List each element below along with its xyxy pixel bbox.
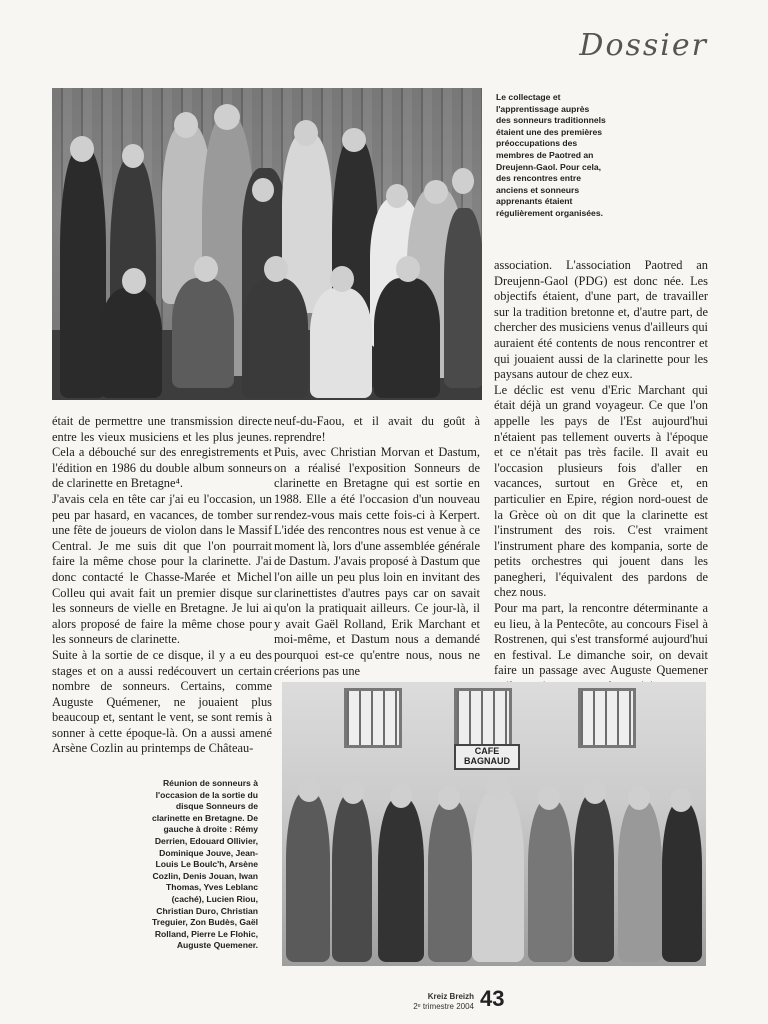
window (344, 688, 402, 748)
text-column-1 (52, 414, 272, 757)
section-title: Dossier (579, 28, 708, 63)
photo-caption-bottom: Réunion de sonneurs à l'occasion de la sortie du disque Sonneurs de clarinette en Bretagne. De gauche à droite : Rémy Derrien, Edouard Ollivier, Dominique Jouve, Jean-Louis Le Boulc'h, Arsène Cozlin, Denis Jouan, Iwan Thomas, Yves Leblanc (caché), Lucien Riou, Christian Duro, Christian Treguier, Zon Budès, Gaël Rolland, Pierre Le Flohic, Auguste Quemener. (151, 778, 258, 951)
footer-magazine (394, 992, 474, 1012)
paragraph: Puis, avec Christian Morvan et Dastum, on a réalisé l'exposition Sonneurs de clarinette en Bretagne qui est sortie en 1988. Elle a été l'occasion d'un nouveau rendez-vous mais cette fois-ci à Kerpert. L'idée des rencontres nous est venue à ce moment là, lors d'une assemblée générale de Dastum. J'avais proposé à Dastum que l'on aille un peu plus loin en invitant des clarinettistes d'autres pays car on savait qu'on la pratiquait ailleurs. Ce jour-là, il y avait Gaël Rolland, Erik Marchant et moi-même, et Dastum nous a demandé pourquoi est-ce qu'entre nous, nous ne créerions pas une (274, 445, 480, 678)
page-number: 43 (480, 986, 505, 1011)
group-photo-top (52, 88, 482, 400)
issue-date: 2ᵉ trimestre 2004 (413, 1002, 474, 1011)
paragraph: neuf-du-Faou, et il avait du goût à reprendre! (274, 414, 480, 444)
group-photo-bottom (282, 682, 706, 966)
photo-caption-top: Le collectage et l'apprentissage auprès des sonneurs traditionnels étaient une des premières préoccupations des membres de Paotred an Dreujenn-Gaol. Pour cela, des rencontres entre anciens et sonneurs apprenants étaient régulièrement organisées. (496, 92, 606, 218)
window (454, 688, 512, 748)
cafe-sign: CAFE BAGNAUD (454, 744, 520, 770)
magazine-name: Kreiz Breizh (427, 992, 474, 1001)
paragraph: Pour ma part, la rencontre déterminante a eu lieu, à la Pentecôte, au concours Fisel à Rostrenen, qui s'est transformé aujourd'hui en festival. Le dimanche soir, on devait faire un passage avec Auguste Quemener (494, 601, 708, 678)
text-column-3 (494, 258, 708, 695)
paragraph: Suite à la sortie de ce disque, il y a eu des stages et on a aussi redécouvert un certain nombre de sonneurs. Certains, comme Auguste Quémener, ne jouaient plus beaucoup et, sentant le vent, se sont remis à sonner à cette époque-là. On a aussi amené Arsène Cozlin au printemps de Château- (52, 647, 272, 756)
paragraph: association. L'association Paotred an Dreujenn-Gaol (PDG) est donc née. Les objectifs étaient, d'une part, de travailler sur la tradition bretonne et, d'autre part, de chercher des musiciens venus d'ailleurs qui auraient été contents de nous rencontrer et qui jouaient aussi de la clarinette pour les paysans autour de chez eux. (494, 258, 708, 382)
paragraph: Le déclic est venu d'Eric Marchant qui était déjà un grand voyageur. Ce que l'on appelle les pays de l'Est aujourd'hui n'étaient pas tellement ouverts à l'époque et ce n'était pas très facile. Il avait eu l'occasion plusieurs fois d'aller en vacances, surtout en Grèce et, en particulier en Epire, région nord-ouest de la Grèce où on dit que la clarinette est l'instrument des rois. C'est vraiment l'instrument phare des kompania, sorte de petits orchestres qui jouent dans les panegheri, l'équivalent des pardons de chez nous. (494, 382, 708, 600)
window (578, 688, 636, 748)
text-column-2 (274, 414, 480, 679)
paragraph: J'avais cela en tête car j'ai eu l'occasion, un peu par hasard, en vacances, de tomber sur une fête de joueurs de violon dans le Massif Central. Je me suis dit que l'on pourrait faire la même chose pour la clarinette. J'ai donc contacté le Chasse-Marée et Michel Colleu qui avait fait un premier disque sur les sonneurs de vielle en Bretagne. Je lui ai alors proposé de faire la même chose pour les sonneurs de clarinette. (52, 491, 272, 647)
paragraph: était de permettre une transmission directe entre les vieux musiciens et les plus jeunes. Cela a débouché sur des enregistrements et l'édition en 1986 du double album sonneurs de clarinette en Bretagne⁴. (52, 414, 272, 491)
